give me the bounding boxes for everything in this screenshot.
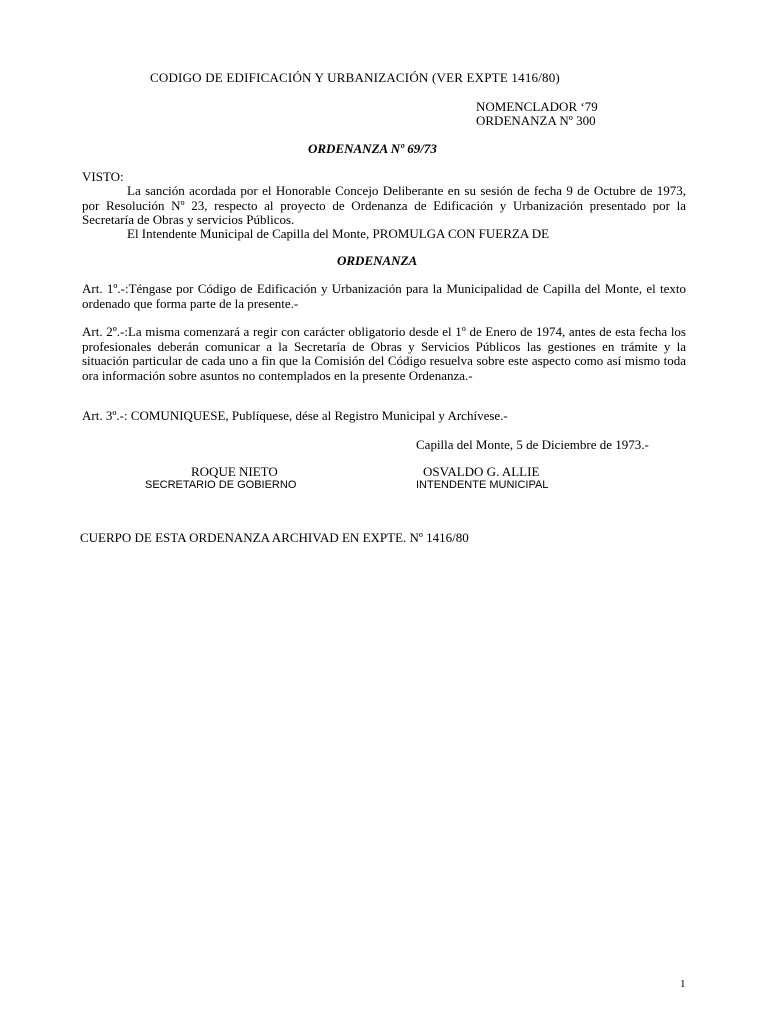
document-title: CODIGO DE EDIFICACIÓN Y URBANIZACIÓN (VER EXPTE 1416/80) — [150, 70, 560, 85]
signature-right-role: INTENDENTE MUNICIPAL — [416, 479, 549, 491]
article-1: Art. 1º.-:Téngase por Código de Edificación y Urbanización para la Municipalidad de Capilla del Monte, el texto ordenado que forma parte de la presente.- — [82, 281, 686, 311]
article-2: Art. 2º.-:La misma comenzará a regir con carácter obligatorio desde el 1º de Enero de 1974, antes de esta fecha los profesionales deberán comunicar a la Secretaría de Obras y Servicios Públicos las gestiones en trámite y la situación particular de cada uno a fin que la Comisión del Código resuelva sobre este aspecto como así mismo toda ora información sobre asuntos no contemplados en la presente Ordenanza.- — [82, 324, 686, 383]
signature-left-name: ROQUE NIETO — [191, 464, 278, 479]
signature-right-name: OSVALDO G. ALLIE — [423, 464, 540, 479]
section-heading: ORDENANZA — [337, 253, 418, 268]
archive-note: CUERPO DE ESTA ORDENANZA ARCHIVAD EN EXPTE. Nº 1416/80 — [80, 530, 469, 545]
promulgation-line: El Intendente Municipal de Capilla del Monte, PROMULGA CON FUERZA DE — [127, 226, 550, 241]
ordenanza-reference: ORDENANZA Nº 300 — [476, 113, 596, 128]
nomenclador-line: NOMENCLADOR ‘79 — [476, 99, 598, 114]
page-number: 1 — [680, 978, 686, 990]
article-3: Art. 3º.-: COMUNIQUESE, Publíquese, dése al Registro Municipal y Archívese.- — [82, 408, 508, 423]
date-line: Capilla del Monte, 5 de Diciembre de 1973.- — [416, 437, 649, 452]
signature-left-role: SECRETARIO DE GOBIERNO — [145, 479, 297, 491]
visto-label: VISTO: — [82, 169, 124, 184]
visto-paragraph: La sanción acordada por el Honorable Concejo Deliberante en su sesión de fecha 9 de Octubre de 1973, por Resolución Nº 23, respecto al proyecto de Ordenanza de Edificación y Urbanización presentado por la Secretaría de Obras y servicios Públicos. — [82, 183, 686, 227]
ordenanza-number-title: ORDENANZA Nº 69/73 — [308, 141, 437, 156]
